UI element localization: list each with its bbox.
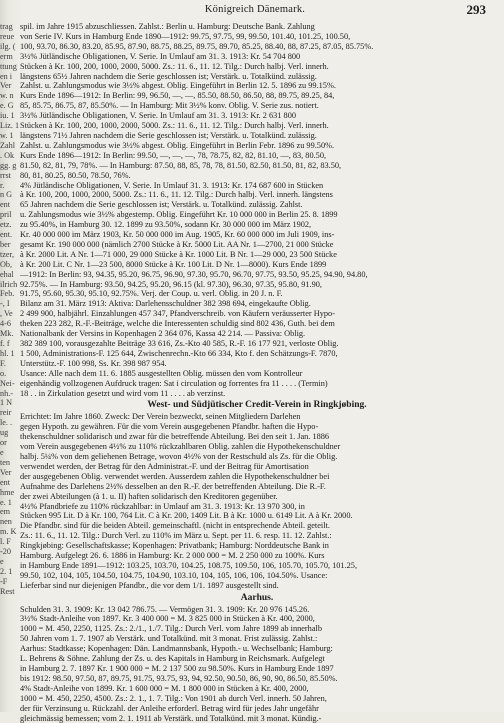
margin-fragment: Zahl [0, 140, 16, 150]
margin-fragment: pril [0, 210, 12, 220]
text-line: gegen Hypoth. zu gewähren. Für die vom Verein ausgegebenen Pfandbr. haften die Hypo- [20, 422, 319, 432]
margin-fragment: reir [0, 408, 12, 418]
text-line: der zwei Abteilungen (à 1. u. II) haften solidarisch den Kreditoren gegenüber. [20, 491, 278, 501]
margin-fragment: w. n [0, 91, 14, 101]
margin-fragment: Feb. [0, 289, 15, 299]
text-line: à Kr. 100, 200, 1000, 2000, 5000. Zs.: 11. 6., 11. 12. Tilg.: Durch halbj. Verl. innerh. längstens [20, 190, 333, 200]
margin-fragment: ent [0, 477, 11, 487]
text-line: eigenhändig vollzogenen Aufdruck tragen: Sat i circulation og forrentes fra 11 . . . . (Termin) [20, 378, 328, 388]
text-line: 85, 85.75, 86.75, 87, 85.50%. — In Hamburg: Mit 3½% konv. Oblig. V. Serie zus. notiert. [20, 101, 319, 111]
margin-fragment: Rest [0, 586, 15, 596]
margin-fragment: r. [0, 180, 5, 190]
margin-fragment: w. 1 [0, 130, 14, 140]
text-line: Errichtet: Im Jahre 1860. Zweck: Der Verein bezweckt, seinen Mitgliedern Darlehen [20, 412, 301, 422]
text-line: à Kr. 200 Lit. C Nr. 1—23 500, 8000 Stücke à Kr. 100 Lit. D Nr. 1—8000). Kurs Ende 1899 [20, 259, 327, 269]
text-line: 3½% Jütländische Obligationen, V. Serie. In Umlauf am 31. 3. 1913: Kr. 54 704 800 [20, 51, 301, 61]
page-body [20, 22, 494, 723]
aarhus-text [20, 605, 494, 723]
text-line: 91.75, 95.60, 95.30, 95.10, 92.75%. Verj. der Coup. u. verl. Oblig. in 20 J. n. F. [20, 289, 283, 299]
text-line: bis 1912: 98.50, 97.50, 87, 89.75, 91.75, 93.75, 93, 94, 92.50, 90.50, 86, 90, 90, 86.50, 85.50%. [20, 673, 338, 683]
text-line: Unterstütz.-F. 100 998, Ss. Kr. 398 987 954. [20, 358, 167, 368]
margin-fragment: e. G [0, 101, 14, 111]
text-line: Aufnahme des Darlehens 2½% desselben an den R.-F. der betreffenden Abteilung. Die R.-F. [20, 481, 326, 491]
margin-fragment: ten [0, 457, 11, 467]
text-line: Aarhus: Stadtkasse; Kopenhagen: Dän. Landmannsbank, Hypoth.- u. Wechselbank; Hamburg: [20, 644, 333, 654]
text-line: 1 500, Administrations-F. 125 644, Zwischenrechn.-Kto 66 334, Kto f. den Schätzungs-F. 7870, [20, 348, 338, 358]
text-line: längstens 65½ Jahren nachdem die Serie geschlossen ist; Verstärk. u. Totalkünd. zulässig. [20, 71, 317, 81]
margin-fragment: ilg. ( [0, 41, 16, 51]
text-line: 4½% Pfandbriefe zu 110% rückzahlbar: in Umlauf am 31. 3. 1913: Kr. 13 970 300, in [20, 501, 305, 511]
text-line: Zahlst. u. Zahlungsmodus wie 3½% abgest. Oblig. Eingeführt in Berlin 12. 5. 1896 zu 99.15%. [20, 81, 336, 91]
margin-fragment: erm [0, 51, 13, 61]
text-line: 3½% Stadt-Anleihe von 1897. Kr. 3 400 000 = M. 3 825 000 in Stücken à Kr. 400, 2000, [20, 614, 315, 624]
text-line: Stücken 995 Lit. D à Kr. 100, 764 Lit. C à Kr. 200, 1409 Lit. B à Kr. 1000 u. 6149 Lit. A à Kr. 2000. [20, 511, 353, 521]
margin-fragment: hl. 1 [0, 348, 15, 358]
text-line: 99.50, 102, 104, 105, 104.50, 104.75, 104.90, 103.10, 104, 105, 106, 106, 104.50%. Usance: [20, 570, 328, 580]
text-line: Lieferbar sind nur diejenigen Pfandbr., die vor dem 1/1. 1897 ausgestellt sind. [20, 580, 279, 590]
previous-page-margin-fragments [0, 22, 18, 712]
text-line: 50 Jahren vom 1. 7. 1907 ab Verstärk. und Totalkünd. mit 3 monat. Frist zulässig. Zahlst.: [20, 634, 318, 644]
margin-fragment: f. f [0, 339, 10, 348]
margin-fragment: -F [0, 576, 8, 586]
text-line: verwendet werden, der Betrag für den Administrat.-F. und der Beitrag für Amortisation [20, 461, 309, 471]
text-line: 382 389 100, vorausgezahlte Beiträge 33 616, Zs.-Kto 40 585, R.-F. 16 177 921, verloste Oblig. [20, 339, 339, 348]
margin-fragment: , Ve [0, 309, 13, 319]
text-line: gesamt Kr. 190 000 000 (nämlich 2700 Stücke à Kr. 5000 Lit. AA Nr. 1—2700, 21 000 Stücke [20, 239, 334, 249]
text-line: gleichmässig bemessen; vom 2. 1. 1911 ab Verstärk. und Totalkünd. mit 3 monat. Kündig.- [20, 713, 322, 723]
text-line: 80, 81, 80.25, 80.50, 78.50, 76%. [20, 170, 131, 180]
margin-fragment: 4-6 [0, 319, 11, 329]
margin-fragment: nh.- [0, 388, 13, 398]
text-line: 1000 = M. 450, 2250, 1125. Zs.: 2./1., 1./7. Tilg.: Durch Verl. vom Jahre 1899 ab innerhalb [20, 624, 322, 634]
text-line: Usance: Alle nach dem 11. 6. 1885 ausgestellten Oblig. müssen den vom Kontrolleur [20, 368, 303, 378]
text-line: 81.50, 82, 81, 79, 78%. — In Hamburg: 87.50, 88, 85, 78, 78, 81.50, 82.50, 81.50, 81, 82, 83.50, [20, 160, 342, 170]
running-header-title: Königreich Dänemark. [204, 4, 306, 15]
margin-fragment: le. . [0, 418, 13, 428]
text-line: in Hamburg Ende 1891—1912: 103.25, 103.70, 104.25, 108.75, 109.50, 106, 105.70, 105.70, 101.25, [20, 560, 358, 570]
margin-fragment: Ob, [0, 259, 13, 269]
margin-fragment: rrst [0, 170, 11, 180]
margin-fragment: ug [0, 428, 9, 438]
text-line: Stücken à Kr. 100, 200, 1000, 2000, 5000. Zs.: 11. 6., 11. 12. Tilg.: Durch halbj. Verl. innerh. [20, 121, 329, 131]
margin-fragment: gg. g [0, 160, 17, 170]
text-line: Hamburg. Aufgelegt 26. 6. 1886 in Hamburg: Kr. 2 000 000 = M. 2 250 000 zu 100%. Kurs [20, 551, 325, 561]
margin-fragment: F. [0, 358, 6, 368]
text-line: 100, 93.70, 86.30, 83.20, 85.95, 87.90, 88.75, 88.25, 89.75, 89.70, 85.25, 88.40, 88, 87.25, 87.05, 85.75%. [20, 41, 374, 51]
text-line: der für Verzinsung u. Rückzahl. der Anleihe erforderl. Betrag wird für jedes Jahr ungefähr [20, 703, 319, 713]
text-line: Stücken à Kr. 100, 200, 1000, 2000, 5000. Zs.: 11. 6., 11. 12. Tilg.: Durch halbj. Verl. innerh. [20, 61, 329, 71]
margin-fragment: Ver [0, 467, 12, 477]
text-line: 92.75%. — In Hamburg: 93.50, 94.25, 95.20, 96.15 (kl. 97.30), 96.30, 97.35, 95.80, 91.90, [20, 279, 322, 289]
margin-fragment: ent [0, 200, 11, 210]
jutland-obligations-block [20, 22, 494, 398]
margin-fragment: ttung [0, 61, 17, 71]
text-line: Kr. 40 000 000 im März 1903, Kr. 50 000 000 im Aug. 1905, Kr. 60 000 000 im Juli 1909, ins- [20, 230, 335, 240]
text-line: Schulden 31. 3. 1909: Kr. 13 042 786.75. — Vermögen 31. 3. 1909: Kr. 20 976 145.26. [20, 604, 310, 614]
margin-fragment: o. [0, 368, 7, 378]
text-line: 65 Jahren nachdem die Serie geschlossen ist; Verstärk. u. Totalkünd. zulässig. Zahlst. [20, 200, 303, 210]
margin-fragment: en i [0, 71, 13, 81]
text-line: 2 499 900, halbjährl. Einzahlungen 457 347, Pfandverschreib. von Käufern veräusserter Hypo- [20, 309, 335, 319]
margin-fragment: Mk. [0, 329, 14, 339]
margin-fragment: n G [0, 190, 13, 200]
margin-fragment: Nei- [0, 378, 15, 388]
text-line: in Hamburg 2. 7. 1897 Kr. 1 900 000 = M. 2 137 500 zu 98.50%. Kurs in Hamburg Ende 1897 [20, 664, 334, 673]
margin-fragment: . Ok [0, 150, 15, 160]
text-line: Die Pfandbr. sind für die beiden Abteil. gemeinschaftl. (nicht in entsprechende Abteil. geteilt. [20, 521, 330, 531]
text-line: —1912: In Berlin: 93, 94.35, 95.20, 96.75, 96.90, 97.30, 95.70, 96.70, 97.75, 93.50, 95.25, 94.90, 94.80, [20, 269, 368, 279]
page-header [20, 2, 490, 18]
text-line: halbj. 5¼% von dem geliehenen Betrage, wovon 4½% von der Restschuld als Zs. für die Oblig. [20, 451, 338, 461]
text-line: Bilanz am 31. März 1913: Aktiva: Darlehensschuldner 382 398 694, eingekaufte Oblig. [20, 299, 311, 309]
page-number: 293 [466, 2, 486, 17]
margin-fragment: etz. [0, 220, 12, 230]
text-line: Nationalbank der Versins in Kopenhagen 2 364 076, Kassa 42 214. — Passiva: Oblig. [20, 329, 306, 339]
margin-fragment: nen [0, 517, 12, 527]
margin-fragment: em [0, 507, 11, 517]
text-line: der ausgegebenen Oblig. verwendet werden. Ausserdem zahlen die Hypothekenschuldner bei [20, 471, 330, 481]
text-line: Zs.: 11. 6., 11. 12. Tilg.: Durch Verl. zu 110% im März u. Sept. per 11. 6. resp. 11. 12. Zahlst.: [20, 531, 332, 541]
text-line: u. Zahlungsmodus wie 3½% abgestemp. Oblig. Eingeführt Kr. 10 000 000 in Berlin 25. 8. 1899 [20, 210, 338, 220]
margin-fragment: 1 N [0, 398, 13, 408]
text-line: Ringkjøbing: Gesellschaftskasse; Kopenhagen: Privatbank; Hamburg: Norddeutsche Bank in [20, 541, 329, 551]
text-line: spil. im Jahre 1915 abzuschliessen. Zahlst.: Berlin u. Hamburg: Deutsche Bank. Zahlung [20, 22, 315, 31]
margin-fragment: ilrich [0, 279, 18, 289]
margin-fragment: reue [0, 31, 15, 41]
margin-fragment: or [0, 438, 7, 448]
text-line: längstens 71½ Jahren nachdem die Serie geschlossen ist; Verstärk. u. Totalkünd. zulässig. [20, 130, 317, 140]
margin-fragment: Liz. 1 [0, 121, 20, 131]
margin-fragment: ehal [0, 269, 14, 279]
margin-fragment: tzer, [0, 249, 14, 259]
west-sud-jutland-text [20, 412, 494, 590]
text-line: 4% Stadt-Anleihe von 1899. Kr. 1 600 000 = M. 1 800 000 in Stücken à Kr. 400, 2000, [20, 683, 309, 693]
text-line: 4% Jütländische Obligationen, V. Serie. In Umlauf 31. 3. 1913: Kr. 174 687 600 in Stücken [20, 180, 324, 190]
text-line: von Serie IV. Kurs in Hamburg Ende 1890—1912: 99.75, 97.75, 99, 99.50, 101.40, 101.25, 100.50, [20, 31, 351, 41]
margin-fragment: l. F [0, 537, 11, 547]
margin-fragment: 2. 1 [0, 566, 13, 576]
text-line: 3½% Jütländische Obligationen, V. Serie. In Umlauf am 31. 3. 1913: Kr. 2 631 800 [20, 111, 296, 121]
text-line: 1000 = M. 450, 2250, 4500. Zs.: 2. 1., 1. 7. Tilg.: Von 1901 ab durch Verl. innerh. 50 Jahren, [20, 693, 327, 703]
text-line: thekenschuldner solidarisch und zwar für die betreffende Abteilung. Bei den seit 1. Jan. 1886 [20, 432, 330, 442]
margin-fragment: e [0, 556, 4, 566]
margin-fragment: -, I [0, 299, 10, 309]
margin-fragment: ent. [0, 230, 13, 240]
text-line: zu 95.40%, in Hamburg 30. 12. 1899 zu 93.50%, sodann Kr. 30 000 000 im März 1902, [20, 220, 312, 230]
text-line: vom Verein ausgegebenen 4½% zu 110% rückzahlbaren Oblig. zahlen die Hypothekenschuldner [20, 442, 341, 452]
margin-fragment: -20 [0, 547, 11, 557]
text-line: Kurs Ende 1896—1912: In Berlin: 99, 96.50, —, —, 85.50, 88.50, 86.50, 88, 89.75, 89.25, 84, [20, 91, 335, 101]
text-line: L. Behrens & Söhne. Zahlung der Zs. u. des Kapitals in Hamburg in Reichsmark. Aufgelegt [20, 654, 325, 664]
margin-fragment: trag [0, 22, 13, 31]
margin-fragment: e. 1 [0, 497, 12, 507]
margin-fragment: iu. 1 [0, 111, 15, 121]
text-line: Zahlst. u. Zahlungsmodus wie 3½% abgest. Oblig. Eingeführt in Berlin Febr. 1896 zu 99.50%. [20, 140, 335, 150]
margin-fragment: hme [0, 487, 15, 497]
margin-fragment: Ver [0, 81, 12, 91]
margin-fragment: ber [0, 239, 11, 249]
margin-fragment: m. K [0, 527, 17, 537]
section-heading-west-sud-jutland: West- und Südjütischer Credit-Verein in Ringkjøbing. [147, 400, 367, 411]
section-heading-aarhus: Aarhus. [240, 592, 274, 603]
text-line: 18 . . in Zirkulation gesetzt und wird vom 11 . . . . ab verzinst. [20, 388, 226, 398]
text-line: Kurs Ende 1896—1912: In Berlin: 99.50, —, —, —, 78, 78.75, 82, 82, 81.10, —, 83, 80.50, [20, 150, 327, 160]
margin-fragment: e [0, 447, 4, 457]
text-line: theken 223 282, R.-F.-Beiträge, welche die Interessenten schuldig sind 802 436, Guth. bei dem [20, 319, 335, 329]
text-line: à Kr. 2000 Lit. A Nr. 1—71 000, 29 000 Stücke à Kr. 1000 Lit. B Nr. 1—29 000, 23 500 Stücke [20, 249, 337, 259]
